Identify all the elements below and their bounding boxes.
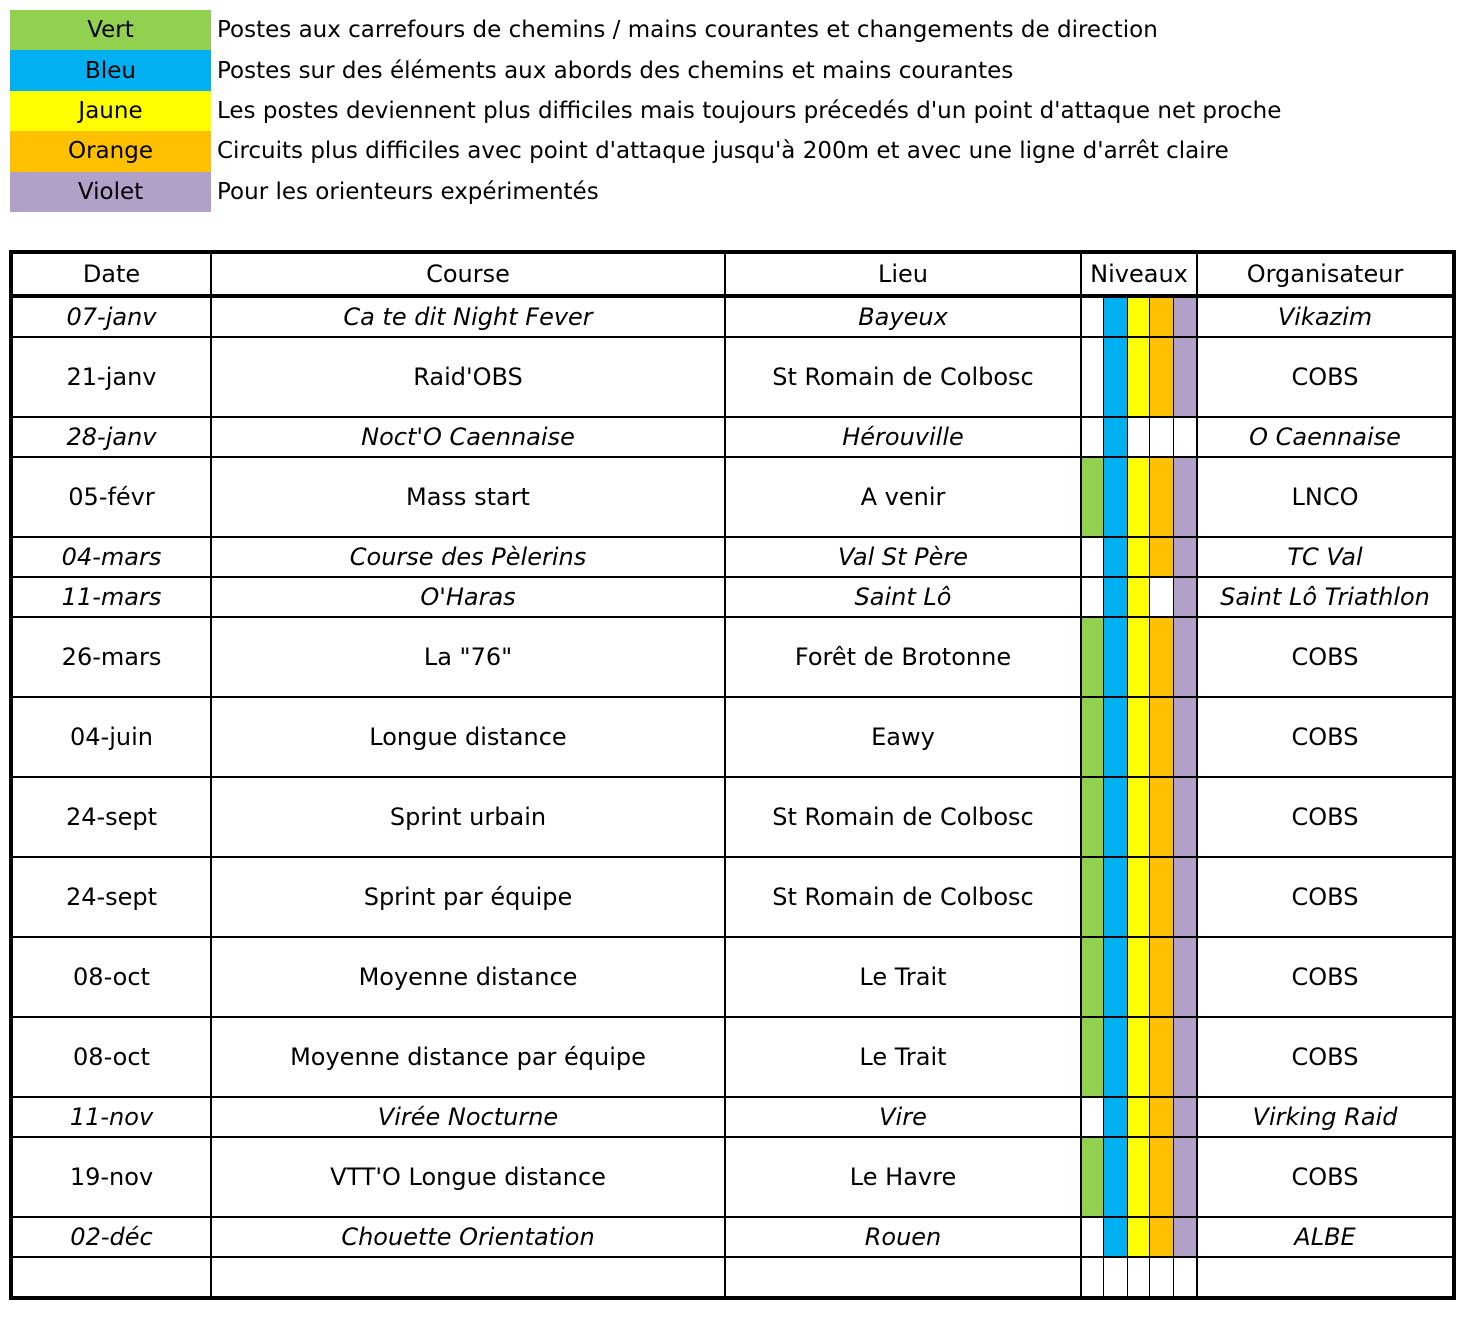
level-cell-vert bbox=[1081, 777, 1103, 857]
level-cell-orange bbox=[1149, 457, 1173, 537]
level-cell-vert bbox=[1081, 1217, 1103, 1257]
level-cell-orange bbox=[1149, 537, 1173, 577]
level-cell-bleu bbox=[1103, 1097, 1127, 1137]
level-cell-vert bbox=[1081, 417, 1103, 457]
level-cell-jaune bbox=[1127, 537, 1149, 577]
level-cell-violet bbox=[1173, 937, 1197, 1017]
table-row-empty bbox=[11, 1257, 1454, 1298]
cell-date: 08-oct bbox=[11, 1017, 211, 1097]
cell-lieu bbox=[725, 1257, 1081, 1298]
cell-course: Noct'O Caennaise bbox=[211, 417, 725, 457]
table-row bbox=[11, 296, 1454, 337]
cell-course: La "76" bbox=[211, 617, 725, 697]
cell-course: Ca te dit Night Fever bbox=[211, 296, 725, 337]
level-cell-violet bbox=[1173, 1097, 1197, 1137]
table-row bbox=[11, 577, 1454, 617]
cell-lieu: St Romain de Colbosc bbox=[725, 857, 1081, 937]
header-lieu: Lieu bbox=[725, 252, 1081, 296]
cell-lieu: Le Trait bbox=[725, 937, 1081, 1017]
cell-date: 04-juin bbox=[11, 697, 211, 777]
table-row bbox=[11, 617, 1454, 697]
header-course: Course bbox=[211, 252, 725, 296]
cell-date bbox=[11, 1257, 211, 1298]
cell-organisateur: COBS bbox=[1197, 937, 1454, 1017]
level-cell-bleu bbox=[1103, 777, 1127, 857]
level-cell-bleu bbox=[1103, 537, 1127, 577]
legend-row-vert bbox=[10, 10, 1281, 50]
level-cell-orange bbox=[1149, 337, 1173, 417]
legend-swatch-jaune: Jaune bbox=[10, 91, 211, 131]
cell-course: O'Haras bbox=[211, 577, 725, 617]
level-cell-violet bbox=[1173, 1257, 1197, 1298]
level-cell-jaune bbox=[1127, 296, 1149, 337]
level-cell-jaune bbox=[1127, 1097, 1149, 1137]
level-cell-bleu bbox=[1103, 457, 1127, 537]
cell-course bbox=[211, 1257, 725, 1298]
cell-date: 28-janv bbox=[11, 417, 211, 457]
level-cell-jaune bbox=[1127, 937, 1149, 1017]
legend-swatch-bleu: Bleu bbox=[10, 50, 211, 90]
cell-organisateur: COBS bbox=[1197, 1137, 1454, 1217]
legend-swatch-violet: Violet bbox=[10, 172, 211, 212]
level-cell-bleu bbox=[1103, 1217, 1127, 1257]
cell-course: Sprint urbain bbox=[211, 777, 725, 857]
legend-description: Postes aux carrefours de chemins / mains courantes et changements de direction bbox=[217, 17, 1158, 44]
level-cell-vert bbox=[1081, 617, 1103, 697]
cell-organisateur: COBS bbox=[1197, 617, 1454, 697]
level-cell-vert bbox=[1081, 577, 1103, 617]
level-cell-jaune bbox=[1127, 1017, 1149, 1097]
cell-organisateur: COBS bbox=[1197, 777, 1454, 857]
level-cell-vert bbox=[1081, 337, 1103, 417]
level-cell-vert bbox=[1081, 1137, 1103, 1217]
level-cell-bleu bbox=[1103, 296, 1127, 337]
legend-row-orange bbox=[10, 131, 1281, 171]
cell-lieu: Rouen bbox=[725, 1217, 1081, 1257]
level-cell-vert bbox=[1081, 1097, 1103, 1137]
cell-course: VTT'O Longue distance bbox=[211, 1137, 725, 1217]
cell-date: 24-sept bbox=[11, 857, 211, 937]
level-cell-vert bbox=[1081, 537, 1103, 577]
cell-lieu: Le Trait bbox=[725, 1017, 1081, 1097]
header-organisateur: Organisateur bbox=[1197, 252, 1454, 296]
table-body bbox=[11, 296, 1454, 1298]
level-cell-violet bbox=[1173, 1137, 1197, 1217]
level-cell-orange bbox=[1149, 1217, 1173, 1257]
level-cell-orange bbox=[1149, 777, 1173, 857]
level-cell-orange bbox=[1149, 697, 1173, 777]
cell-organisateur: O Caennaise bbox=[1197, 417, 1454, 457]
cell-date: 26-mars bbox=[11, 617, 211, 697]
level-cell-vert bbox=[1081, 457, 1103, 537]
level-cell-violet bbox=[1173, 296, 1197, 337]
cell-organisateur: COBS bbox=[1197, 1017, 1454, 1097]
cell-course: Raid'OBS bbox=[211, 337, 725, 417]
level-cell-bleu bbox=[1103, 1137, 1127, 1217]
level-cell-violet bbox=[1173, 1017, 1197, 1097]
cell-organisateur: Saint Lô Triathlon bbox=[1197, 577, 1454, 617]
level-cell-bleu bbox=[1103, 417, 1127, 457]
cell-organisateur: COBS bbox=[1197, 337, 1454, 417]
cell-course: Mass start bbox=[211, 457, 725, 537]
cell-date: 04-mars bbox=[11, 537, 211, 577]
level-cell-bleu bbox=[1103, 857, 1127, 937]
cell-course: Moyenne distance bbox=[211, 937, 725, 1017]
level-cell-vert bbox=[1081, 296, 1103, 337]
cell-date: 08-oct bbox=[11, 937, 211, 1017]
legend-row-bleu bbox=[10, 50, 1281, 90]
level-legend bbox=[10, 10, 1281, 212]
level-cell-bleu bbox=[1103, 577, 1127, 617]
table-row bbox=[11, 417, 1454, 457]
level-cell-vert bbox=[1081, 697, 1103, 777]
level-cell-vert bbox=[1081, 857, 1103, 937]
cell-lieu: A venir bbox=[725, 457, 1081, 537]
legend-description: Pour les orienteurs expérimentés bbox=[217, 178, 599, 205]
cell-course: Virée Nocturne bbox=[211, 1097, 725, 1137]
header-date: Date bbox=[11, 252, 211, 296]
cell-organisateur: Vikazim bbox=[1197, 296, 1454, 337]
legend-row-jaune bbox=[10, 91, 1281, 131]
cell-date: 24-sept bbox=[11, 777, 211, 857]
cell-lieu: Forêt de Brotonne bbox=[725, 617, 1081, 697]
cell-lieu: Saint Lô bbox=[725, 577, 1081, 617]
cell-date: 07-janv bbox=[11, 296, 211, 337]
level-cell-jaune bbox=[1127, 337, 1149, 417]
legend-description: Postes sur des éléments aux abords des chemins et mains courantes bbox=[217, 57, 1014, 84]
cell-organisateur: TC Val bbox=[1197, 537, 1454, 577]
table-row bbox=[11, 857, 1454, 937]
level-cell-orange bbox=[1149, 1257, 1173, 1298]
cell-course: Longue distance bbox=[211, 697, 725, 777]
race-schedule-table bbox=[9, 250, 1456, 1300]
cell-lieu: Vire bbox=[725, 1097, 1081, 1137]
cell-date: 19-nov bbox=[11, 1137, 211, 1217]
level-cell-jaune bbox=[1127, 1217, 1149, 1257]
cell-organisateur: LNCO bbox=[1197, 457, 1454, 537]
cell-lieu: Bayeux bbox=[725, 296, 1081, 337]
level-cell-jaune bbox=[1127, 1257, 1149, 1298]
level-cell-violet bbox=[1173, 457, 1197, 537]
cell-date: 05-févr bbox=[11, 457, 211, 537]
cell-lieu: Val St Père bbox=[725, 537, 1081, 577]
level-cell-violet bbox=[1173, 537, 1197, 577]
level-cell-jaune bbox=[1127, 777, 1149, 857]
level-cell-jaune bbox=[1127, 857, 1149, 937]
table-row bbox=[11, 1217, 1454, 1257]
level-cell-violet bbox=[1173, 777, 1197, 857]
level-cell-orange bbox=[1149, 857, 1173, 937]
legend-row-violet bbox=[10, 172, 1281, 212]
cell-date: 21-janv bbox=[11, 337, 211, 417]
table-row bbox=[11, 457, 1454, 537]
level-cell-violet bbox=[1173, 617, 1197, 697]
level-cell-bleu bbox=[1103, 1257, 1127, 1298]
level-cell-violet bbox=[1173, 857, 1197, 937]
level-cell-vert bbox=[1081, 937, 1103, 1017]
level-cell-violet bbox=[1173, 697, 1197, 777]
level-cell-bleu bbox=[1103, 337, 1127, 417]
level-cell-orange bbox=[1149, 417, 1173, 457]
cell-organisateur: ALBE bbox=[1197, 1217, 1454, 1257]
level-cell-orange bbox=[1149, 1097, 1173, 1137]
level-cell-orange bbox=[1149, 296, 1173, 337]
legend-swatch-orange: Orange bbox=[10, 131, 211, 171]
level-cell-vert bbox=[1081, 1257, 1103, 1298]
level-cell-orange bbox=[1149, 1137, 1173, 1217]
table-row bbox=[11, 1017, 1454, 1097]
table-row bbox=[11, 537, 1454, 577]
table-row bbox=[11, 697, 1454, 777]
level-cell-jaune bbox=[1127, 617, 1149, 697]
level-cell-bleu bbox=[1103, 697, 1127, 777]
cell-organisateur: COBS bbox=[1197, 697, 1454, 777]
table-row bbox=[11, 777, 1454, 857]
cell-lieu: Le Havre bbox=[725, 1137, 1081, 1217]
table-row bbox=[11, 1097, 1454, 1137]
level-cell-violet bbox=[1173, 577, 1197, 617]
cell-course: Moyenne distance par équipe bbox=[211, 1017, 725, 1097]
cell-date: 11-nov bbox=[11, 1097, 211, 1137]
cell-lieu: Hérouville bbox=[725, 417, 1081, 457]
level-cell-violet bbox=[1173, 1217, 1197, 1257]
legend-description: Circuits plus difficiles avec point d'attaque jusqu'à 200m et avec une ligne d'arrêt claire bbox=[217, 138, 1229, 165]
level-cell-jaune bbox=[1127, 1137, 1149, 1217]
cell-course: Course des Pèlerins bbox=[211, 537, 725, 577]
level-cell-vert bbox=[1081, 1017, 1103, 1097]
table-row bbox=[11, 337, 1454, 417]
legend-swatch-vert: Vert bbox=[10, 10, 211, 50]
table-header-row bbox=[11, 252, 1454, 296]
cell-lieu: St Romain de Colbosc bbox=[725, 777, 1081, 857]
level-cell-bleu bbox=[1103, 617, 1127, 697]
cell-organisateur: COBS bbox=[1197, 857, 1454, 937]
level-cell-jaune bbox=[1127, 417, 1149, 457]
level-cell-jaune bbox=[1127, 697, 1149, 777]
cell-lieu: St Romain de Colbosc bbox=[725, 337, 1081, 417]
level-cell-jaune bbox=[1127, 457, 1149, 537]
level-cell-violet bbox=[1173, 337, 1197, 417]
cell-organisateur: Virking Raid bbox=[1197, 1097, 1454, 1137]
table-row bbox=[11, 937, 1454, 1017]
cell-course: Sprint par équipe bbox=[211, 857, 725, 937]
level-cell-jaune bbox=[1127, 577, 1149, 617]
level-cell-orange bbox=[1149, 937, 1173, 1017]
level-cell-bleu bbox=[1103, 1017, 1127, 1097]
level-cell-violet bbox=[1173, 417, 1197, 457]
cell-date: 11-mars bbox=[11, 577, 211, 617]
cell-lieu: Eawy bbox=[725, 697, 1081, 777]
level-cell-bleu bbox=[1103, 937, 1127, 1017]
table-row bbox=[11, 1137, 1454, 1217]
cell-course: Chouette Orientation bbox=[211, 1217, 725, 1257]
legend-description: Les postes deviennent plus difficiles mais toujours précedés d'un point d'attaque net proche bbox=[217, 97, 1282, 124]
level-cell-orange bbox=[1149, 1017, 1173, 1097]
cell-organisateur bbox=[1197, 1257, 1454, 1298]
cell-date: 02-déc bbox=[11, 1217, 211, 1257]
level-cell-orange bbox=[1149, 577, 1173, 617]
level-cell-orange bbox=[1149, 617, 1173, 697]
header-niveaux: Niveaux bbox=[1081, 252, 1197, 296]
